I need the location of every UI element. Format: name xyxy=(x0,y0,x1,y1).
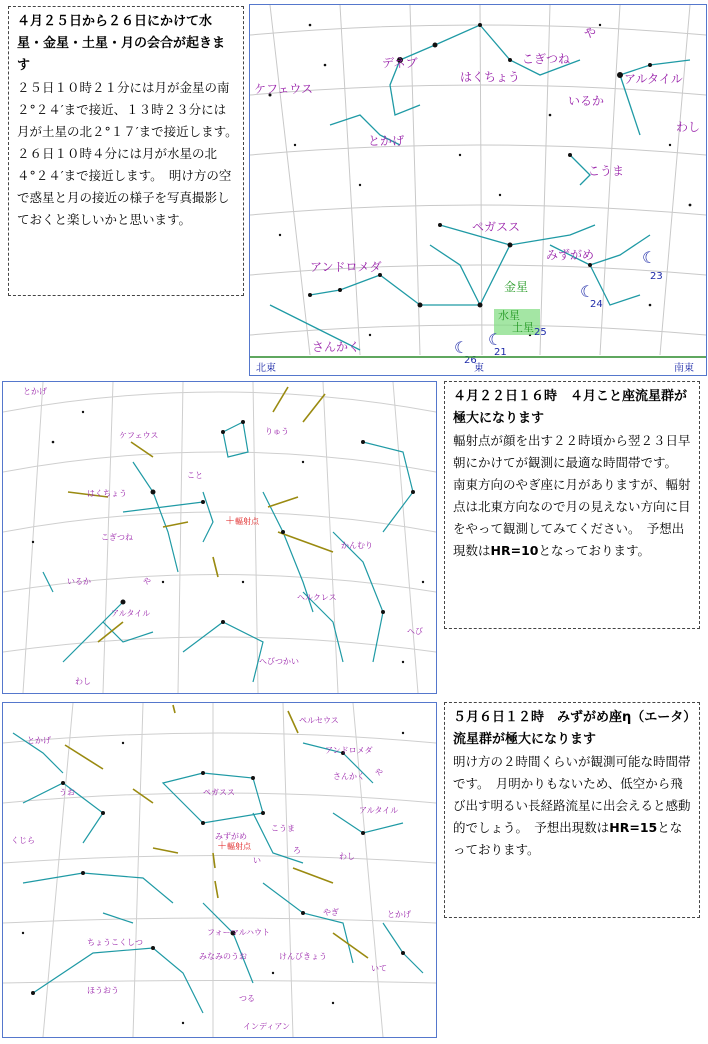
map3-label-15: やぎ xyxy=(323,908,339,917)
map3-label-17: わし xyxy=(339,852,355,861)
map1-label-8: わし xyxy=(676,120,701,134)
map3-label-10: ほうおう xyxy=(87,986,119,995)
map3-label-16: けんびきょう xyxy=(279,952,327,961)
map2-label-6: かんむり xyxy=(341,541,373,550)
map3-label-19: いて xyxy=(371,964,387,973)
map3-label-3: さんかく xyxy=(333,772,365,781)
moon-day-24: 24 xyxy=(590,299,603,310)
eta-aquariids-body-wrap xyxy=(453,751,691,861)
map3-label-2: アンドロメダ xyxy=(325,746,373,755)
map1-label-7: いるか xyxy=(568,94,605,108)
map2-label-11: へび xyxy=(407,627,423,636)
conjunction-body: ２５日１０時２１分には月が金星の南２°２４′まで接近、１３時２３分には月が土星の北２°１７′まで接近します。 ２６日１０時４分には月が水星の北４°２４′まで接近します。 明け方の空で惑星と月の接近の様子を写真撮影しておくと楽しいかと思います。 xyxy=(17,80,244,227)
planet-label-venus: 金星 xyxy=(504,280,529,294)
map1-label-6: とかげ xyxy=(368,134,405,148)
coordinate-grid xyxy=(250,5,706,355)
map3-extra-2: や xyxy=(375,768,383,777)
radiant-marker-eta: ＋ xyxy=(217,841,227,852)
map1-label-4: や xyxy=(584,26,597,40)
map2-label-8: や xyxy=(143,577,151,586)
map3-label-13: つる xyxy=(239,994,255,1003)
map3-label-8: みずがめ xyxy=(215,832,247,841)
map3-label-0: とかげ xyxy=(27,736,51,745)
map3-label-11: フォーマルハウト xyxy=(207,928,271,937)
lyrids-title: ４月２２日１６時 ４月こと座流星群が極大になります xyxy=(453,389,688,426)
map2-label-3: こと xyxy=(187,471,203,480)
radiant-label-eta: 輻射点 xyxy=(227,842,251,851)
sky-map-conjunction-svg xyxy=(250,5,706,375)
sky-map-lyrids-svg xyxy=(3,382,436,693)
lyrids-body-wrap xyxy=(453,430,691,562)
map2-label-5: こぎつね xyxy=(101,533,133,542)
map3-label-14: インディアン xyxy=(243,1022,291,1031)
map2-label-7: いるか xyxy=(67,577,91,586)
map3-label-5: くじら xyxy=(11,836,35,845)
lyrids-hr: HR=10 xyxy=(490,543,539,558)
map2-label-4: はくちょう xyxy=(87,489,127,498)
sky-map-eta-aquariids-svg xyxy=(3,703,436,1037)
moon-day-26: 26 xyxy=(464,355,477,366)
lyrids-tail: となっております。 xyxy=(538,543,650,558)
map3-label-18: アルタイル xyxy=(359,806,399,815)
moon-icon-21: ☾ xyxy=(488,330,503,349)
eta-aquariids-hr: HR=15 xyxy=(609,820,658,835)
sky-map-eta-aquariids xyxy=(2,702,437,1038)
eta-aquariids-note xyxy=(444,702,700,918)
map1-label-11: みずがめ xyxy=(546,248,595,262)
map1-label-2: はくちょう xyxy=(460,70,521,84)
map3-label-9: ちょうこくしつ xyxy=(87,938,143,947)
moon-day-23: 23 xyxy=(650,271,663,282)
sky-map-conjunction xyxy=(249,4,707,376)
moon-day-21: 21 xyxy=(494,347,507,358)
direction-northeast: 北東 xyxy=(256,363,276,374)
map1-label-5: アルタイル xyxy=(624,72,683,86)
moon-icon-23: ☾ xyxy=(642,248,657,267)
conjunction-title: ４月２５日から２６日にかけて水星・金星・土星・月の会合が起きます xyxy=(17,14,226,73)
map3-extra-1: ろ xyxy=(293,846,301,855)
map3-label-20: とかげ xyxy=(387,910,411,919)
map2-label-12: へびつかい xyxy=(259,657,299,666)
conjunction-note xyxy=(8,6,244,296)
map1-label-0: ケフェウス xyxy=(254,82,314,96)
map2-label-2: ケフェウス xyxy=(119,431,159,440)
map2-label-9: ヘルクレス xyxy=(297,593,337,602)
lyrids-body: 輻射点が顔を出す２２時頃から翌２３日早朝にかけてが観測に最適な時間帯です。 南東方向のやぎ座に月がありますが、輻射点は北東方向なので月の見えない方向に目をやって観測してみてください。 予想出現数は xyxy=(453,433,691,558)
eta-aquariids-tail: となっております。 xyxy=(453,820,683,857)
eta-aquariids-title: ５月６日１２時 みずがめ座η（エータ）流星群が極大になります xyxy=(453,710,690,747)
radiant-label-lyrids: 輻射点 xyxy=(235,517,259,526)
map2-label-1: りゅう xyxy=(265,427,289,436)
map3-label-4: うお xyxy=(59,788,75,797)
map3-label-1: ペルセウス xyxy=(299,716,339,725)
map1-label-13: さんかく xyxy=(312,340,361,354)
map2-label-0: とかげ xyxy=(23,387,47,396)
map2-label-13: わし xyxy=(75,677,91,686)
lyrids-note xyxy=(444,381,700,629)
map1-label-1: デネブ xyxy=(382,56,418,70)
moon-icon-24: ☾ xyxy=(580,282,595,301)
map2-label-10: アルタイル xyxy=(111,609,151,618)
map1-label-10: ペガスス xyxy=(472,220,521,234)
eta-aquariids-body: 明け方の２時間くらいが観測可能な時間帯です。 月明かりもないため、低空から飛び出す明るい長経路流星に出会えると感動的でしょう。 予想出現数は xyxy=(453,754,691,835)
radiant-marker-lyrids: ＋ xyxy=(225,516,235,527)
map1-label-9: こうま xyxy=(588,164,625,178)
map3-label-6: ペガスス xyxy=(203,788,235,797)
direction-southeast: 南東 xyxy=(674,363,694,374)
stars xyxy=(32,411,424,663)
sky-map-lyrids xyxy=(2,381,437,694)
map1-label-3: こぎつね xyxy=(522,52,571,66)
moon-icon-26: ☾ xyxy=(454,338,469,357)
map3-label-12: みなみのうお xyxy=(199,952,247,961)
moon-day-25: 25 xyxy=(534,327,547,338)
direction-east: 東 xyxy=(474,363,484,374)
map3-label-7: こうま xyxy=(271,824,295,833)
coordinate-grid xyxy=(3,382,436,693)
map3-extra-0: い xyxy=(253,856,261,865)
map1-label-12: アンドロメダ xyxy=(310,260,382,274)
planet-label-saturn: 土星 xyxy=(512,321,534,334)
planet-label-mercury: 水星 xyxy=(498,309,520,322)
